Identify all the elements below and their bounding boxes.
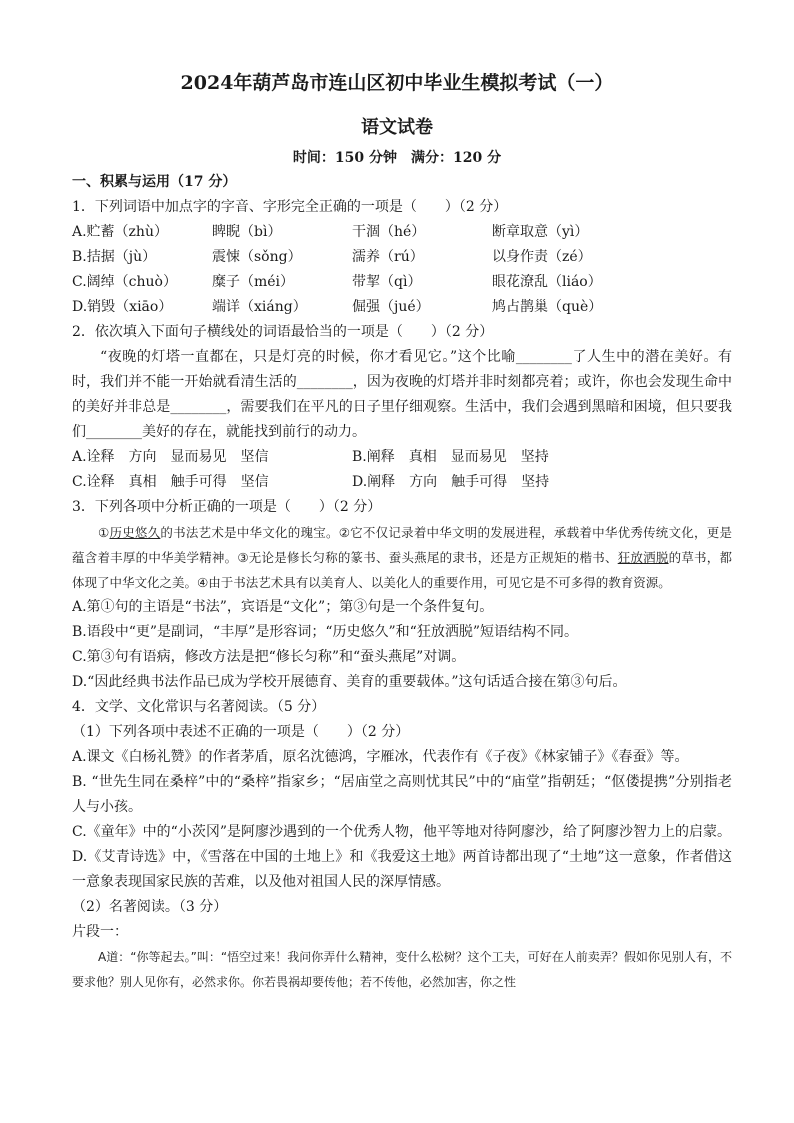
q2-passage: “夜晚的灯塔一直都在，只是灯亮的时候，你才看见它。”这个比喻________了人生中的潜在美好。有时，我们并不能一开始就看清生活的________，因为夜晚的灯塔并非时刻都亮着；或许，你也会发现生命中的美好并非总是________，需要我们在平凡的日子里仔细观察。生活中，我们会遇到黑暗和困境，但只要我们________美好的存在，就能找到前行的动力。 xyxy=(72,349,732,440)
q1-cell: 睥睨（bì） xyxy=(212,224,282,240)
q3-option: D.“因此经典书法作品已成为学校开展德育、美育的重要载体。”这句话适合接在第③句后。 xyxy=(72,674,627,690)
q3-option: B.语段中“更”是副词，“丰厚”是形容词；“历史悠久”和“狂放洒脱”短语结构不同。 xyxy=(72,624,578,640)
q2-option: A.诠释 方向 显而易见 坚信 xyxy=(72,449,269,465)
q1-cell: B.拮据（jù） xyxy=(72,249,157,265)
exam-time-score: 时间：150 分钟 满分：120 分 xyxy=(292,150,502,166)
q3-underlined-phrase: 历史悠久 xyxy=(109,525,161,540)
q1-cell: C.阔绰（chuò） xyxy=(72,274,177,290)
q2-option: C.诠释 真相 触手可得 坚信 xyxy=(72,474,269,490)
q1-stem: 1．下列词语中加点字的字音、字形完全正确的一项是（ ）（2 分） xyxy=(72,199,508,215)
q2-stem: 2．依次填入下面句子横线处的词语最恰当的一项是（ ）（2 分） xyxy=(72,324,494,340)
q3-stem: 3．下列各项中分析正确的一项是（ ）（2 分） xyxy=(72,499,382,515)
q1-options xyxy=(72,220,732,320)
q2-option: B.阐释 真相 显而易见 坚持 xyxy=(352,449,549,465)
q1-cell: 端详（xiáng） xyxy=(212,299,307,315)
q1-cell: 濡养（rú） xyxy=(352,249,424,265)
q1-cell: 眼花潦乱（liáo） xyxy=(492,274,602,290)
q1-cell: A.贮蓄（zhù） xyxy=(72,224,168,240)
q3-passage xyxy=(72,520,732,595)
q4-sub1-stem: （1）下列各项中表述不正确的一项是（ ）（2 分） xyxy=(72,724,410,740)
q3-passage-text: 的书法艺术是中华文化的瑰宝。②它不仅记录着中华文明的发展进程，承载着中华优秀传统文化，更是蕴含着丰厚的中华美学精神。③无论是修长匀称的篆书、蚕头燕尾的隶书，还是方正规矩的楷书、 xyxy=(72,525,732,565)
section-heading: 一、积累与运用（17 分） xyxy=(72,174,237,190)
q1-cell: 干涸（hé） xyxy=(352,224,426,240)
q1-cell: 震悚（sǒng） xyxy=(212,249,302,265)
q4-sub2-stem: （2）名著阅读。（3 分） xyxy=(72,899,228,915)
excerpt-label: 片段一： xyxy=(72,924,128,940)
q2-options xyxy=(72,445,732,495)
q1-cell: 糜子（méi） xyxy=(212,274,295,290)
q3-underlined-phrase: 狂放洒脱 xyxy=(617,550,669,565)
q3-passage-text: 的草书，都体现了中华文化之美。④由于书法艺术具有以美育人、以美化人的重要作用，可见它是不可多得的教育资源。 xyxy=(72,550,732,590)
q1-cell: 带挈（qì） xyxy=(352,274,422,290)
exam-body xyxy=(72,170,732,995)
q4-option: A.课文《白杨礼赞》的作者茅盾，原名沈德鸿，字雁冰，代表作有《子夜》《林家铺子》《春蚕》等。 xyxy=(72,749,689,765)
q3-sentence-mark: ① xyxy=(98,525,110,540)
q4-option: B. “世先生同在桑梓”中的“桑梓”指家乡；“居庙堂之高则忧其民”中的“庙堂”指朝廷；“伛偻提携”分别指老人与小孩。 xyxy=(72,774,732,815)
excerpt-text: A道：“你等起去。”叫：“悟空过来！我问你弄什么精神，变什么松树？这个工夫，可好在人前卖弄？假如你见别人有，不要求他？别人见你有，必然求你。你若畏祸却要传他；若不传他，必然加害，你之性 xyxy=(72,950,732,989)
exam-subtitle: 语文试卷 xyxy=(361,117,433,138)
q1-cell: 以身作责（zé） xyxy=(492,249,592,265)
q4-option: C.《童年》中的“小茨冈”是阿廖沙遇到的一个优秀人物，他平等地对待阿廖沙，给了阿廖沙智力上的启蒙。 xyxy=(72,824,731,840)
q4-option: D.《艾青诗选》中，《雪落在中国的土地上》和《我爱这土地》两首诗都出现了“土地”这一意象，作者借这一意象表现国家民族的苦难，以及他对祖国人民的深厚情感。 xyxy=(72,849,732,890)
q1-cell: 倔强（jué） xyxy=(352,299,430,315)
q1-cell: 鸠占鹊巢（què） xyxy=(492,299,603,315)
exam-title: 2024年葫芦岛市连山区初中毕业生模拟考试（一） xyxy=(180,72,614,94)
q3-option: C.第③句有语病，修改方法是把“修长匀称”和“蚕头燕尾”对调。 xyxy=(72,649,466,665)
q4-stem: 4．文学、文化常识与名著阅读。（5 分） xyxy=(72,699,326,715)
q1-cell: D.销毁（xiāo） xyxy=(72,299,173,315)
q1-cell: 断章取意（yì） xyxy=(492,224,589,240)
q3-option: A.第①句的主语是“书法”，宾语是“文化”；第③句是一个条件复句。 xyxy=(72,599,494,615)
q2-option: D.阐释 方向 触手可得 坚持 xyxy=(352,474,550,490)
